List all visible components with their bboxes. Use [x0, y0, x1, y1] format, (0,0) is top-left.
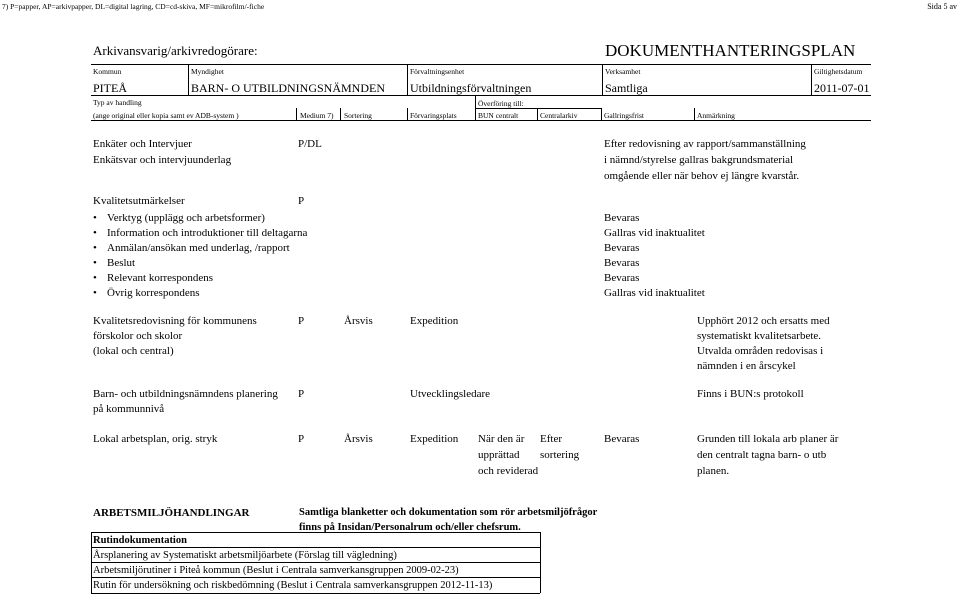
- rutin-heading: Rutindokumentation: [93, 535, 187, 546]
- label-verksamhet: Verksamhet: [605, 67, 641, 76]
- header-divider: [188, 64, 189, 95]
- row-planering-line1: Barn- och utbildningsnämndens planering: [93, 388, 278, 400]
- value-giltighetsdatum: 2011-07-01: [814, 81, 870, 95]
- label-myndighet: Myndighet: [191, 67, 224, 76]
- row-enkater-gallring-2: i nämnd/styrelse gallras bakgrundsmaterial: [604, 154, 794, 166]
- row-kvalitetsredovisning-line1: Kvalitetsredovisning för kommunens: [93, 315, 257, 327]
- row-arbetsplan-centralarkiv-1: Efter: [540, 433, 562, 445]
- arbetsmiljo-rule: [91, 532, 92, 593]
- kvalitet-item-label: Verktyg (upplägg och arbetsformer): [107, 212, 265, 224]
- bullet-icon: •: [93, 257, 97, 269]
- row-kvalitetsredovisning-anm-1: Upphört 2012 och ersatts med: [697, 315, 830, 327]
- kvalitet-item-gallring: Bevaras: [604, 272, 640, 284]
- label-giltighetsdatum: Giltighetsdatum: [814, 67, 863, 76]
- row-kvalitetsredovisning-medium: P: [298, 315, 305, 327]
- bullet-icon: •: [93, 242, 97, 254]
- row-arbetsplan-bun-2: upprättad: [478, 449, 520, 461]
- kvalitet-item-label: Övrig korrespondens: [107, 287, 200, 299]
- row-kvalitetsredovisning-line3: (lokal och central): [93, 345, 174, 357]
- row-kvalitetsredovisning-line2: förskolor och skolor: [93, 330, 183, 342]
- col-sortering: Sortering: [344, 111, 372, 120]
- label-kommun: Kommun: [93, 67, 122, 76]
- header-divider: [811, 64, 812, 95]
- bullet-icon: •: [93, 227, 97, 239]
- row-enkater-sub: Enkätsvar och intervjuunderlag: [93, 154, 232, 166]
- value-myndighet: BARN- O UTBILDNINGSNÄMNDEN: [191, 81, 385, 95]
- kvalitet-item-gallring: Bevaras: [604, 242, 640, 254]
- bullet-icon: •: [93, 287, 97, 299]
- kvalitet-item-label: Relevant korrespondens: [107, 272, 213, 284]
- row-enkater-medium: P/DL: [298, 138, 322, 150]
- col-divider: [694, 108, 695, 120]
- kvalitet-item-gallring: Gallras vid inaktualitet: [604, 227, 705, 239]
- header-rule-top: [91, 64, 871, 65]
- rutin-item: Arbetsmiljörutiner i Piteå kommun (Beslut i Centrala samverkansgruppen 2009-02-23): [93, 565, 459, 576]
- col-overforing: Överföring till:: [478, 99, 524, 108]
- header-divider: [602, 64, 603, 95]
- kvalitet-item-label: Information och introduktioner till deltagarna: [107, 227, 308, 239]
- row-arbetsplan-anm-2: den centralt tagna barn- o utb: [697, 449, 827, 461]
- row-kvalitetsredovisning-anm-3: Utvalda områden redovisas i: [697, 345, 824, 357]
- bullet-icon: •: [93, 212, 97, 224]
- row-kvalitetsredovisning-sortering: Årsvis: [344, 315, 373, 327]
- col-bun-centralt: BUN centralt: [478, 111, 519, 120]
- arbetsmiljo-note-1: Samtliga blanketter och dokumentation som rör arbetsmiljöfrågor: [299, 507, 598, 518]
- col-divider: [296, 108, 297, 120]
- row-arbetsplan-sortering: Årsvis: [344, 433, 373, 445]
- rutin-item: Årsplanering av Systematiskt arbetsmiljöarbete (Förslag till vägledning): [93, 550, 397, 561]
- kvalitet-item-label: Beslut: [107, 257, 136, 269]
- arbetsmiljo-rule: [91, 562, 540, 563]
- row-arbetsplan-gallring: Bevaras: [604, 433, 640, 445]
- row-planering-line2: på kommunnivå: [93, 403, 165, 415]
- header-rule-bottom: [91, 120, 871, 121]
- row-kvalitet-title: Kvalitetsutmärkelser: [93, 195, 185, 207]
- label-forvaltningsenhet: Förvaltningsenhet: [410, 67, 465, 76]
- value-forvaltningsenhet: Utbildningsförvaltningen: [410, 81, 532, 95]
- col-typ-sub: (ange original eller kopia samt ev ADB-system ): [93, 111, 239, 120]
- row-planering-medium: P: [298, 388, 305, 400]
- bullet-icon: •: [93, 272, 97, 284]
- archive-responsible-label: Arkivansvarig/arkivredogörare:: [93, 43, 258, 58]
- col-divider: [407, 108, 408, 120]
- row-enkater-title: Enkäter och Intervjuer: [93, 138, 192, 150]
- col-divider: [601, 108, 602, 120]
- arbetsmiljo-rule: [91, 577, 540, 578]
- row-kvalitetsredovisning-forvaring: Expedition: [410, 315, 459, 327]
- row-arbetsplan-centralarkiv-2: sortering: [540, 449, 580, 461]
- arbetsmiljo-rule: [540, 532, 541, 593]
- footnote-legend: 7) P=papper, AP=arkivpapper, DL=digital lagring, CD=cd-skiva, MF=mikrofilm/-fiche: [2, 2, 265, 11]
- value-kommun: PITEÅ: [93, 81, 127, 95]
- arbetsmiljo-rule: [91, 593, 540, 594]
- kvalitet-item-gallring: Bevaras: [604, 212, 640, 224]
- row-arbetsplan-medium: P: [298, 433, 305, 445]
- header-divider: [407, 64, 408, 95]
- col-medium: Medium 7): [300, 111, 334, 120]
- value-verksamhet: Samtliga: [605, 81, 648, 95]
- col-divider: [340, 108, 341, 120]
- col-centralarkiv: Centralarkiv: [540, 111, 578, 120]
- col-forvaringsplats: Förvaringsplats: [410, 111, 457, 120]
- row-kvalitetsredovisning-anm-4: nämnden i en årscykel: [697, 360, 796, 372]
- row-planering-forvaring: Utvecklingsledare: [410, 388, 491, 400]
- col-gallringsfrist: Gallringsfrist: [604, 111, 644, 120]
- row-arbetsplan-forvaring: Expedition: [410, 433, 459, 445]
- row-kvalitet-medium: P: [298, 195, 305, 207]
- row-enkater-gallring-3: omgående eller när behov ej längre kvarstår.: [604, 170, 800, 182]
- row-arbetsplan-title: Lokal arbetsplan, orig. stryk: [93, 433, 218, 445]
- col-anmarkning: Anmärkning: [697, 111, 735, 120]
- kvalitet-item-gallring: Gallras vid inaktualitet: [604, 287, 705, 299]
- header-rule-middle: [91, 95, 871, 96]
- kvalitet-item-gallring: Bevaras: [604, 257, 640, 269]
- arbetsmiljo-heading: ARBETSMILJÖHANDLINGAR: [93, 507, 250, 519]
- row-enkater-gallring-1: Efter redovisning av rapport/sammanställning: [604, 138, 806, 150]
- col-typ-av-handling: Typ av handling: [93, 98, 142, 107]
- overforing-rule: [475, 108, 601, 109]
- doc-title: DOKUMENTHANTERINGSPLAN: [605, 41, 856, 60]
- arbetsmiljo-rule: [91, 532, 540, 533]
- page-number: Sida 5 av: [927, 2, 957, 11]
- row-arbetsplan-bun-1: När den är: [478, 433, 525, 445]
- row-kvalitetsredovisning-anm-2: systematiskt kvalitetsarbete.: [697, 330, 822, 342]
- col-divider: [537, 108, 538, 120]
- row-planering-anm: Finns i BUN:s protokoll: [697, 388, 804, 400]
- row-arbetsplan-bun-3: och reviderad: [478, 465, 539, 477]
- row-arbetsplan-anm-3: planen.: [697, 465, 730, 477]
- rutin-item: Rutin för undersökning och riskbedömning (Beslut i Centrala samverkansgruppen 2012-11-13): [93, 580, 493, 591]
- row-arbetsplan-anm-1: Grunden till lokala arb planer är: [697, 433, 839, 445]
- arbetsmiljo-note-2: finns på Insidan/Personalrum och/eller chefsrum.: [299, 522, 521, 533]
- kvalitet-item-label: Anmälan/ansökan med underlag, /rapport: [107, 242, 290, 254]
- arbetsmiljo-rule: [91, 547, 540, 548]
